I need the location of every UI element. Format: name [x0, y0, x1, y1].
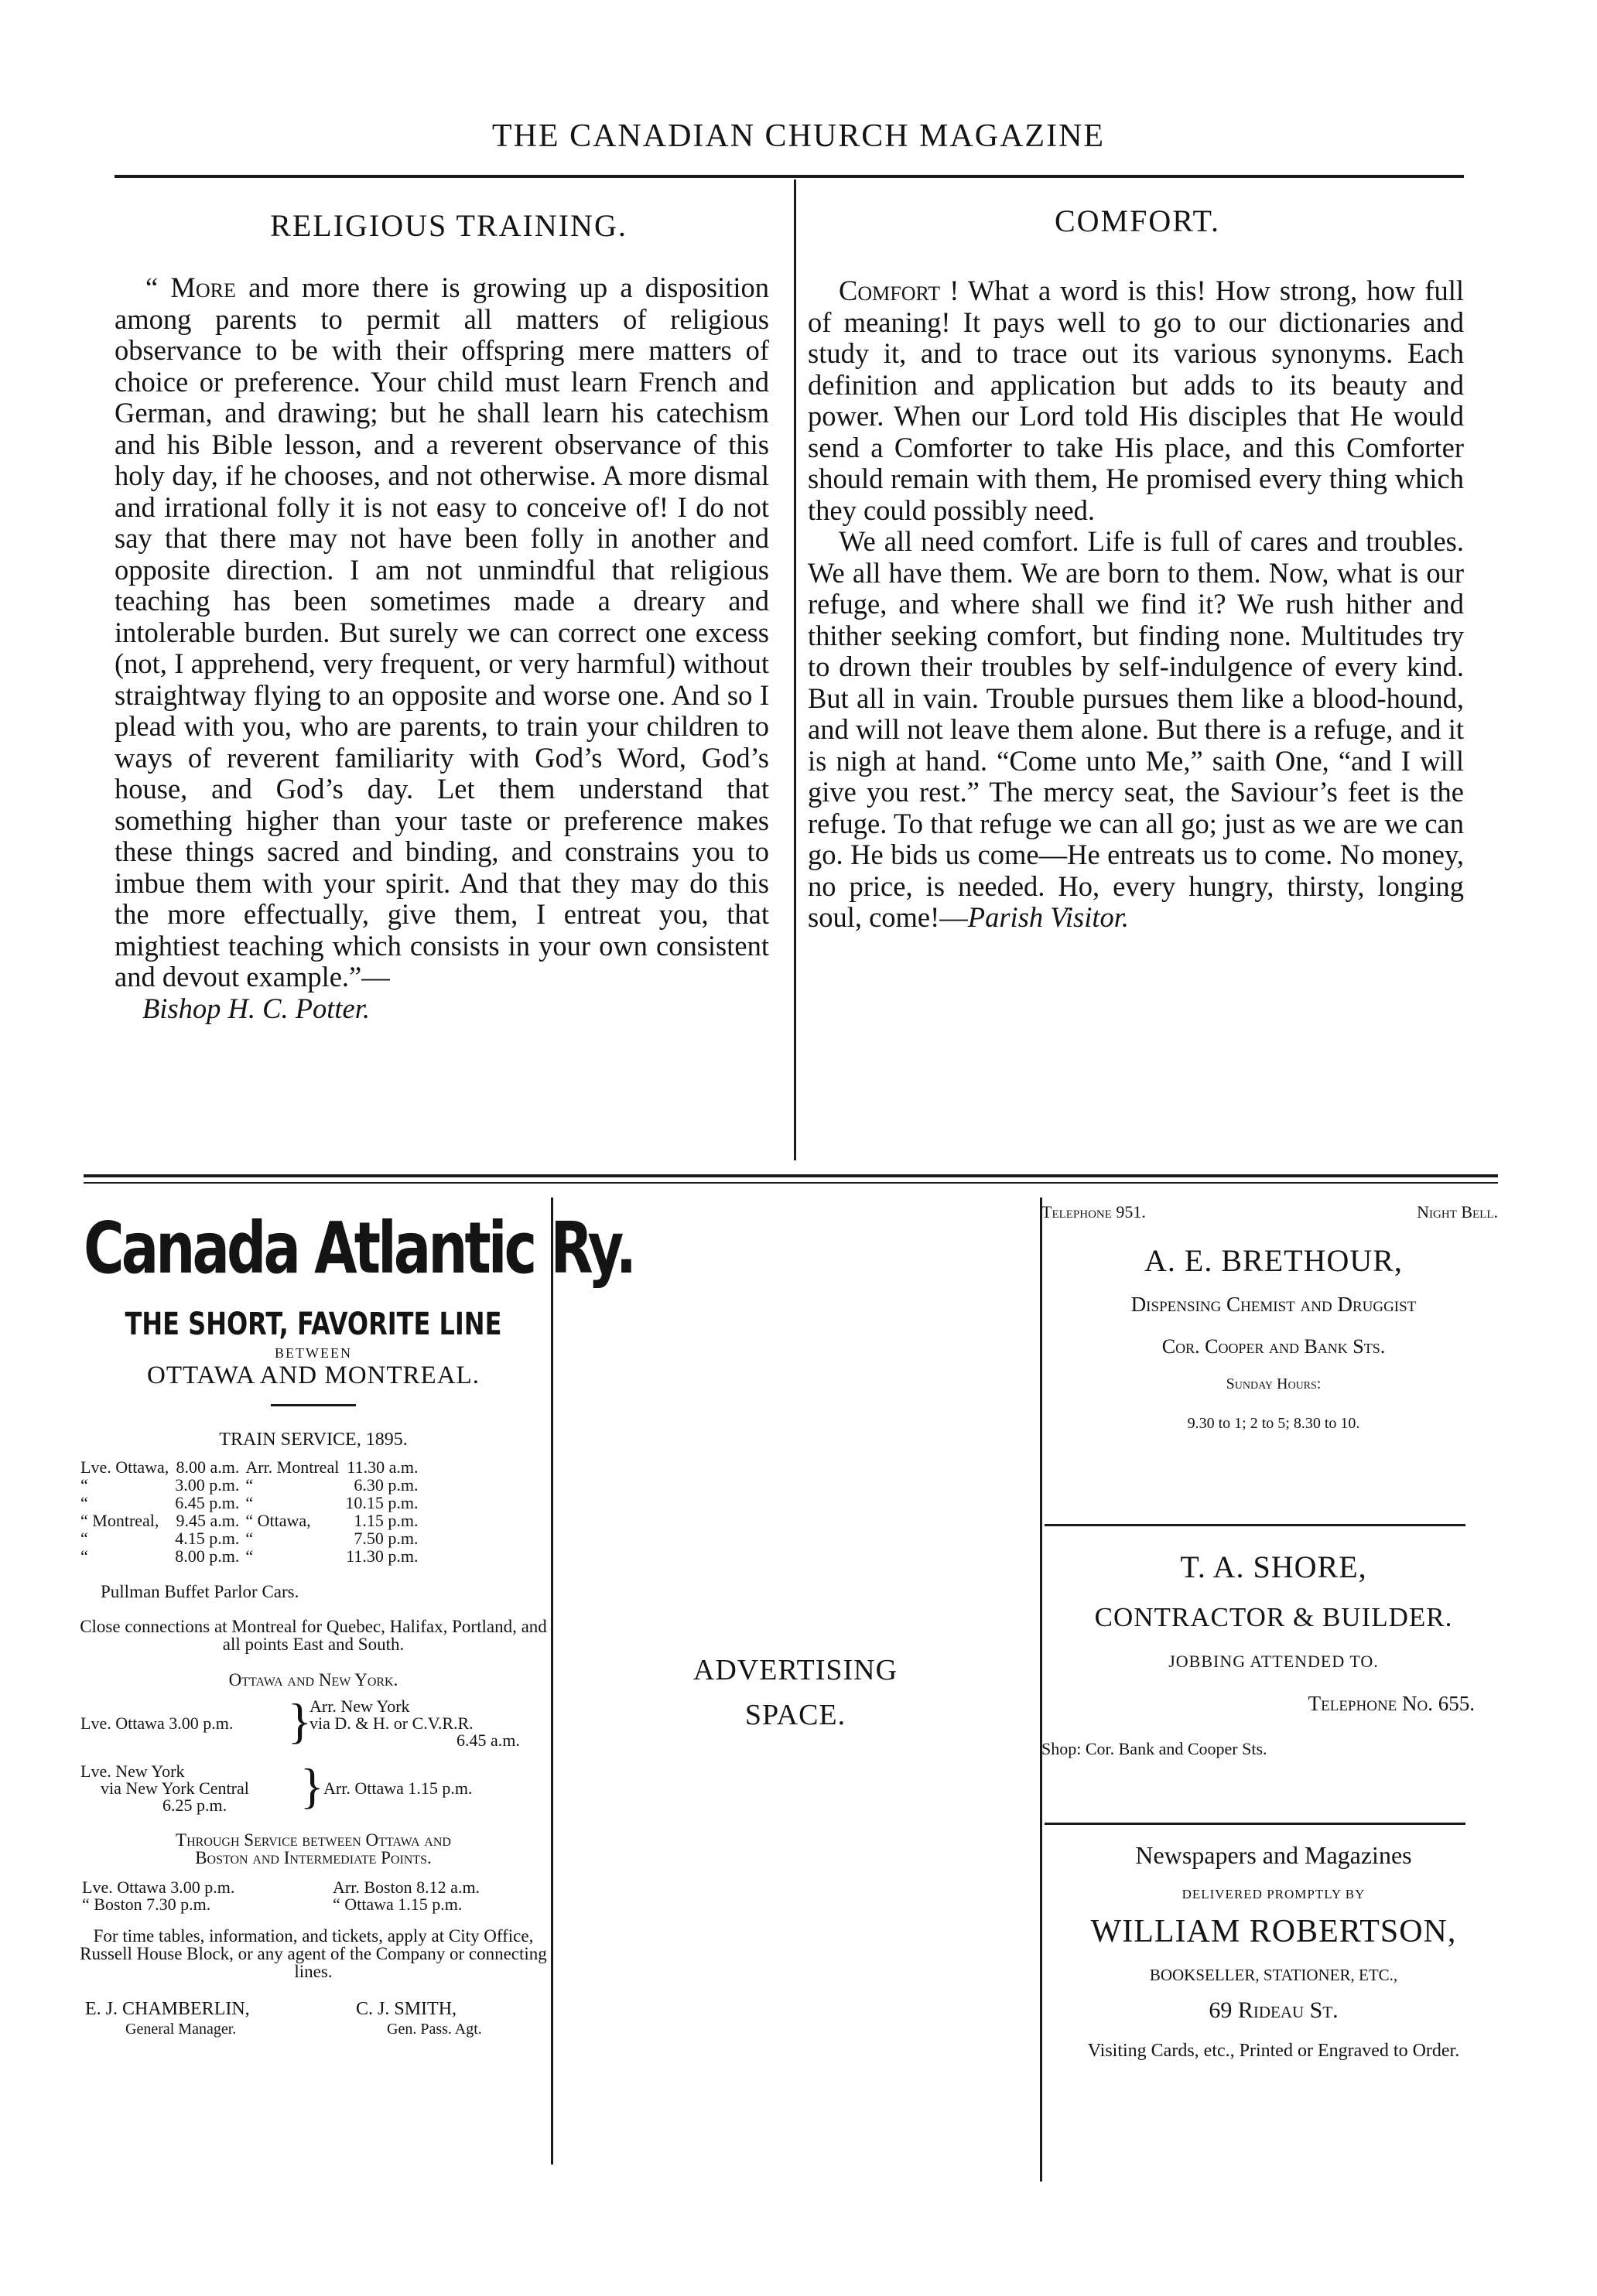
railway-name: Canada Atlantic Ry.	[84, 1207, 634, 1290]
ny-brace: }	[288, 1693, 312, 1748]
advertising-space-line-2: SPACE.	[744, 1699, 846, 1731]
chemist-night-bell: Night Bell.	[1417, 1202, 1498, 1221]
masthead-rule	[115, 175, 1464, 178]
bookseller-delivered: DELIVERED PROMPTLY BY	[1182, 1887, 1366, 1901]
timetable-cell: “	[245, 1529, 254, 1548]
timetable-cell: 6.45 p.m.	[175, 1493, 240, 1512]
timetable-cell: “ Ottawa,	[245, 1511, 311, 1530]
builder-jobbing: JOBBING ATTENDED TO.	[1168, 1652, 1379, 1671]
railway-short-rule	[271, 1404, 356, 1406]
timetable-cell: “	[80, 1546, 88, 1566]
boston-arrival-1: Arr. Boston 8.12 a.m.	[333, 1877, 480, 1897]
article-lead-word: Comfort !	[839, 275, 959, 306]
ny-return-brace: }	[300, 1758, 324, 1813]
article-lead-word: “ More	[145, 272, 236, 303]
bookseller-cards: Visiting Cards, etc., Printed or Engraved to Order.	[1087, 2041, 1460, 2061]
ny-return-1: Lve. New York	[80, 1761, 185, 1781]
section-double-rule	[84, 1174, 1498, 1184]
timetable-row	[77, 1494, 421, 1512]
timetable-cell: 8.00 p.m.	[175, 1546, 240, 1566]
through-service-line: Boston and Intermediate Points.	[195, 1848, 432, 1867]
boston-arrival-2: “ Ottawa 1.15 p.m.	[333, 1895, 463, 1914]
article-paragraph: What a word is this! How strong, how full of meaning! It pays well to go to our dictionaries and study it, and to trace out its various synonyms. Each definition and application but adds to its beauty and power. When our Lord told His disciples that He would send a Comforter to take His place, and this Comforter should remain with them, He promised every thing which they could possibly need.	[808, 275, 1464, 526]
article-signature: Parish Visitor.	[967, 901, 1130, 933]
railway-route: OTTAWA AND MONTREAL.	[147, 1362, 480, 1389]
timetable-cell: 8.00 a.m.	[176, 1457, 240, 1477]
timetable-cell: 4.15 p.m.	[175, 1529, 240, 1548]
railway-officers	[77, 1999, 549, 2042]
builder-trade: CONTRACTOR & BUILDER.	[1094, 1602, 1453, 1632]
general-manager-title: General Manager.	[125, 2021, 237, 2038]
chemist-sunday-label: Sunday Hours:	[1226, 1375, 1322, 1392]
timetable-cell: “	[245, 1475, 254, 1495]
railway-advertisement	[77, 1207, 634, 2042]
timetable-cell: “	[80, 1493, 88, 1512]
bookseller-trade: BOOKSELLER, STATIONER, ETC.,	[1149, 1966, 1398, 1984]
timetable-cell: “	[80, 1475, 88, 1495]
timetable-cell: 11.30 p.m.	[346, 1546, 419, 1566]
ottawa-new-york-title: Ottawa and New York.	[228, 1670, 398, 1690]
chemist-advertisement	[1041, 1202, 1506, 1433]
chemist-trade: Dispensing Chemist and Druggist	[1130, 1293, 1417, 1316]
timetable-cell: “	[245, 1546, 254, 1566]
new-york-return-schedule	[77, 1758, 549, 1817]
article-signature: Bishop H. C. Potter.	[142, 992, 371, 1024]
boston-schedule	[77, 1879, 549, 1916]
passenger-agent-name: C. J. SMITH,	[356, 1999, 457, 2019]
ny-departure: Lve. Ottawa 3.00 p.m.	[80, 1713, 234, 1733]
timetable-cell: 3.00 p.m.	[175, 1475, 240, 1495]
ny-return-arrival: Arr. Ottawa 1.15 p.m.	[323, 1778, 473, 1798]
chemist-hours: 9.30 to 1; 2 to 5; 8.30 to 10.	[1187, 1415, 1360, 1432]
advertising-space-line-1: ADVERTISING	[692, 1654, 898, 1686]
builder-shop: Shop: Cor. Bank and Cooper Sts.	[1041, 1739, 1267, 1758]
ticket-info: For time tables, information, and tickets, apply at City Office, Russell House Block, or any agent of the Company or connecting lines.	[80, 1926, 547, 1981]
timetable-cell: 11.30 a.m.	[347, 1457, 419, 1477]
chemist-telephone: Telephone 951.	[1041, 1202, 1146, 1221]
timetable-cell: 6.30 p.m.	[354, 1475, 419, 1495]
timetable-cell: “	[245, 1493, 254, 1512]
ny-arrival-2: via D. & H. or C.V.R.R.	[309, 1713, 474, 1733]
timetable-row	[77, 1458, 421, 1476]
article-religious-training	[115, 272, 769, 1024]
timetable-row	[77, 1529, 421, 1547]
bookseller-heading: Newspapers and Magazines	[1135, 1841, 1412, 1869]
through-service-line: Through Service between Ottawa and	[176, 1830, 451, 1850]
timetable-cell: Arr. Montreal	[245, 1457, 340, 1477]
timetable-cell: Lve. Ottawa,	[80, 1457, 169, 1477]
builder-rule	[1045, 1823, 1465, 1825]
timetable-row	[77, 1547, 421, 1565]
chemist-rule	[1045, 1524, 1465, 1526]
article-title-religious-training: RELIGIOUS TRAINING.	[270, 208, 628, 243]
ny-arrival-3: 6.45 a.m.	[457, 1731, 520, 1750]
railway-tagline: THE SHORT, FAVORITE LINE	[125, 1307, 502, 1342]
column-divider	[794, 179, 796, 1160]
new-york-schedule	[77, 1693, 549, 1750]
timetable-cell: 9.45 a.m.	[176, 1511, 240, 1530]
timetable-cell: 1.15 p.m.	[354, 1511, 419, 1530]
bookseller-name: WILLIAM ROBERTSON,	[1090, 1914, 1457, 1949]
timetable-cell: “	[80, 1529, 88, 1548]
railway-between: BETWEEN	[275, 1345, 352, 1361]
boston-departure-1: Lve. Ottawa 3.00 p.m.	[82, 1877, 235, 1897]
article-title-comfort: COMFORT.	[1054, 203, 1220, 238]
passenger-agent-title: Gen. Pass. Agt.	[387, 2021, 482, 2038]
builder-name: T. A. SHORE,	[1180, 1549, 1367, 1584]
timetable-cell: 10.15 p.m.	[345, 1493, 419, 1512]
ny-arrival-1: Arr. New York	[309, 1696, 410, 1716]
pullman-note: Pullman Buffet Parlor Cars.	[101, 1582, 299, 1601]
timetable-row	[77, 1512, 421, 1529]
article-comfort	[808, 275, 1464, 934]
timetable-cell: “ Montreal,	[80, 1511, 159, 1530]
magazine-masthead: THE CANADIAN CHURCH MAGAZINE	[491, 118, 1106, 154]
advertising-space	[552, 1648, 1038, 1737]
train-timetable	[77, 1458, 421, 1565]
general-manager-name: E. J. CHAMBERLIN,	[85, 1999, 250, 2019]
chemist-name: A. E. BRETHOUR,	[1144, 1243, 1403, 1278]
bookseller-advertisement	[1041, 1841, 1506, 2061]
through-service-note	[77, 1831, 549, 1867]
builder-advertisement	[1041, 1549, 1506, 1759]
connections-note: Close connections at Montreal for Quebec, Halifax, Portland, and all points East and South.	[80, 1617, 547, 1654]
ny-return-2: via New York Central	[101, 1778, 249, 1798]
boston-departure-2: “ Boston 7.30 p.m.	[82, 1895, 211, 1914]
article-paragraph: We all need comfort. Life is full of cares and troubles. We all have them. We are born to them. Now, what is our refuge, and where shall we find it? We rush hither and thither seeking comfort, but finding none. Multitudes try to drown their troubles by self-indulgence of every kind. But all in vain. Trouble pursues them like a blood-hound, and will not leave them alone. But there is a refuge, and it is nigh at hand. “Come unto Me,” saith One, “and I will give you rest.” The mercy seat, the Saviour’s feet is the refuge. To that refuge we can all go; just as we are we can go. He bids us come—He entreats us to come. No money, no price, is needed. Ho, every hungry, thirsty, longing soul, come!—	[808, 525, 1464, 933]
chemist-address: Cor. Cooper and Bank Sts.	[1161, 1335, 1386, 1358]
article-body: and more there is growing up a disposition among parents to permit all matters of religious observance to be with their offspring mere matters of choice or preference. Your child must learn French and German, and drawing; but he shall learn his catechism and his Bible lesson, and a reverent observance of this holy day, if he chooses, and not otherwise. A more dismal and irrational folly it is not easy to conceive of! I do not say that there may not have been folly in another and opposite direction. I am not unmindful that religious teaching has been sometimes made a dreary and intolerable burden. But surely we can correct one excess (not, I apprehend, very frequent, or very harmful) without straightway flying to an opposite and worse one. And so I plead with you, who are parents, to train your children to ways of reverent familiarity with God’s Word, God’s house, and God’s day. Let them understand that something higher than your taste or preference makes these things sacred and binding, and constrains you to imbue them with your spirit. And that they may do this the more effectually, give them, I entreat you, that mightiest teaching which consists in your own consistent and devout example.”—	[115, 272, 770, 993]
ny-return-3: 6.25 p.m.	[162, 1795, 227, 1815]
builder-telephone: Telephone No. 655.	[1308, 1692, 1475, 1715]
train-service-title: TRAIN SERVICE, 1895.	[219, 1430, 408, 1450]
bookseller-address: 69 Rideau St.	[1209, 1997, 1339, 2023]
timetable-cell: 7.50 p.m.	[354, 1529, 419, 1548]
timetable-row	[77, 1476, 421, 1494]
